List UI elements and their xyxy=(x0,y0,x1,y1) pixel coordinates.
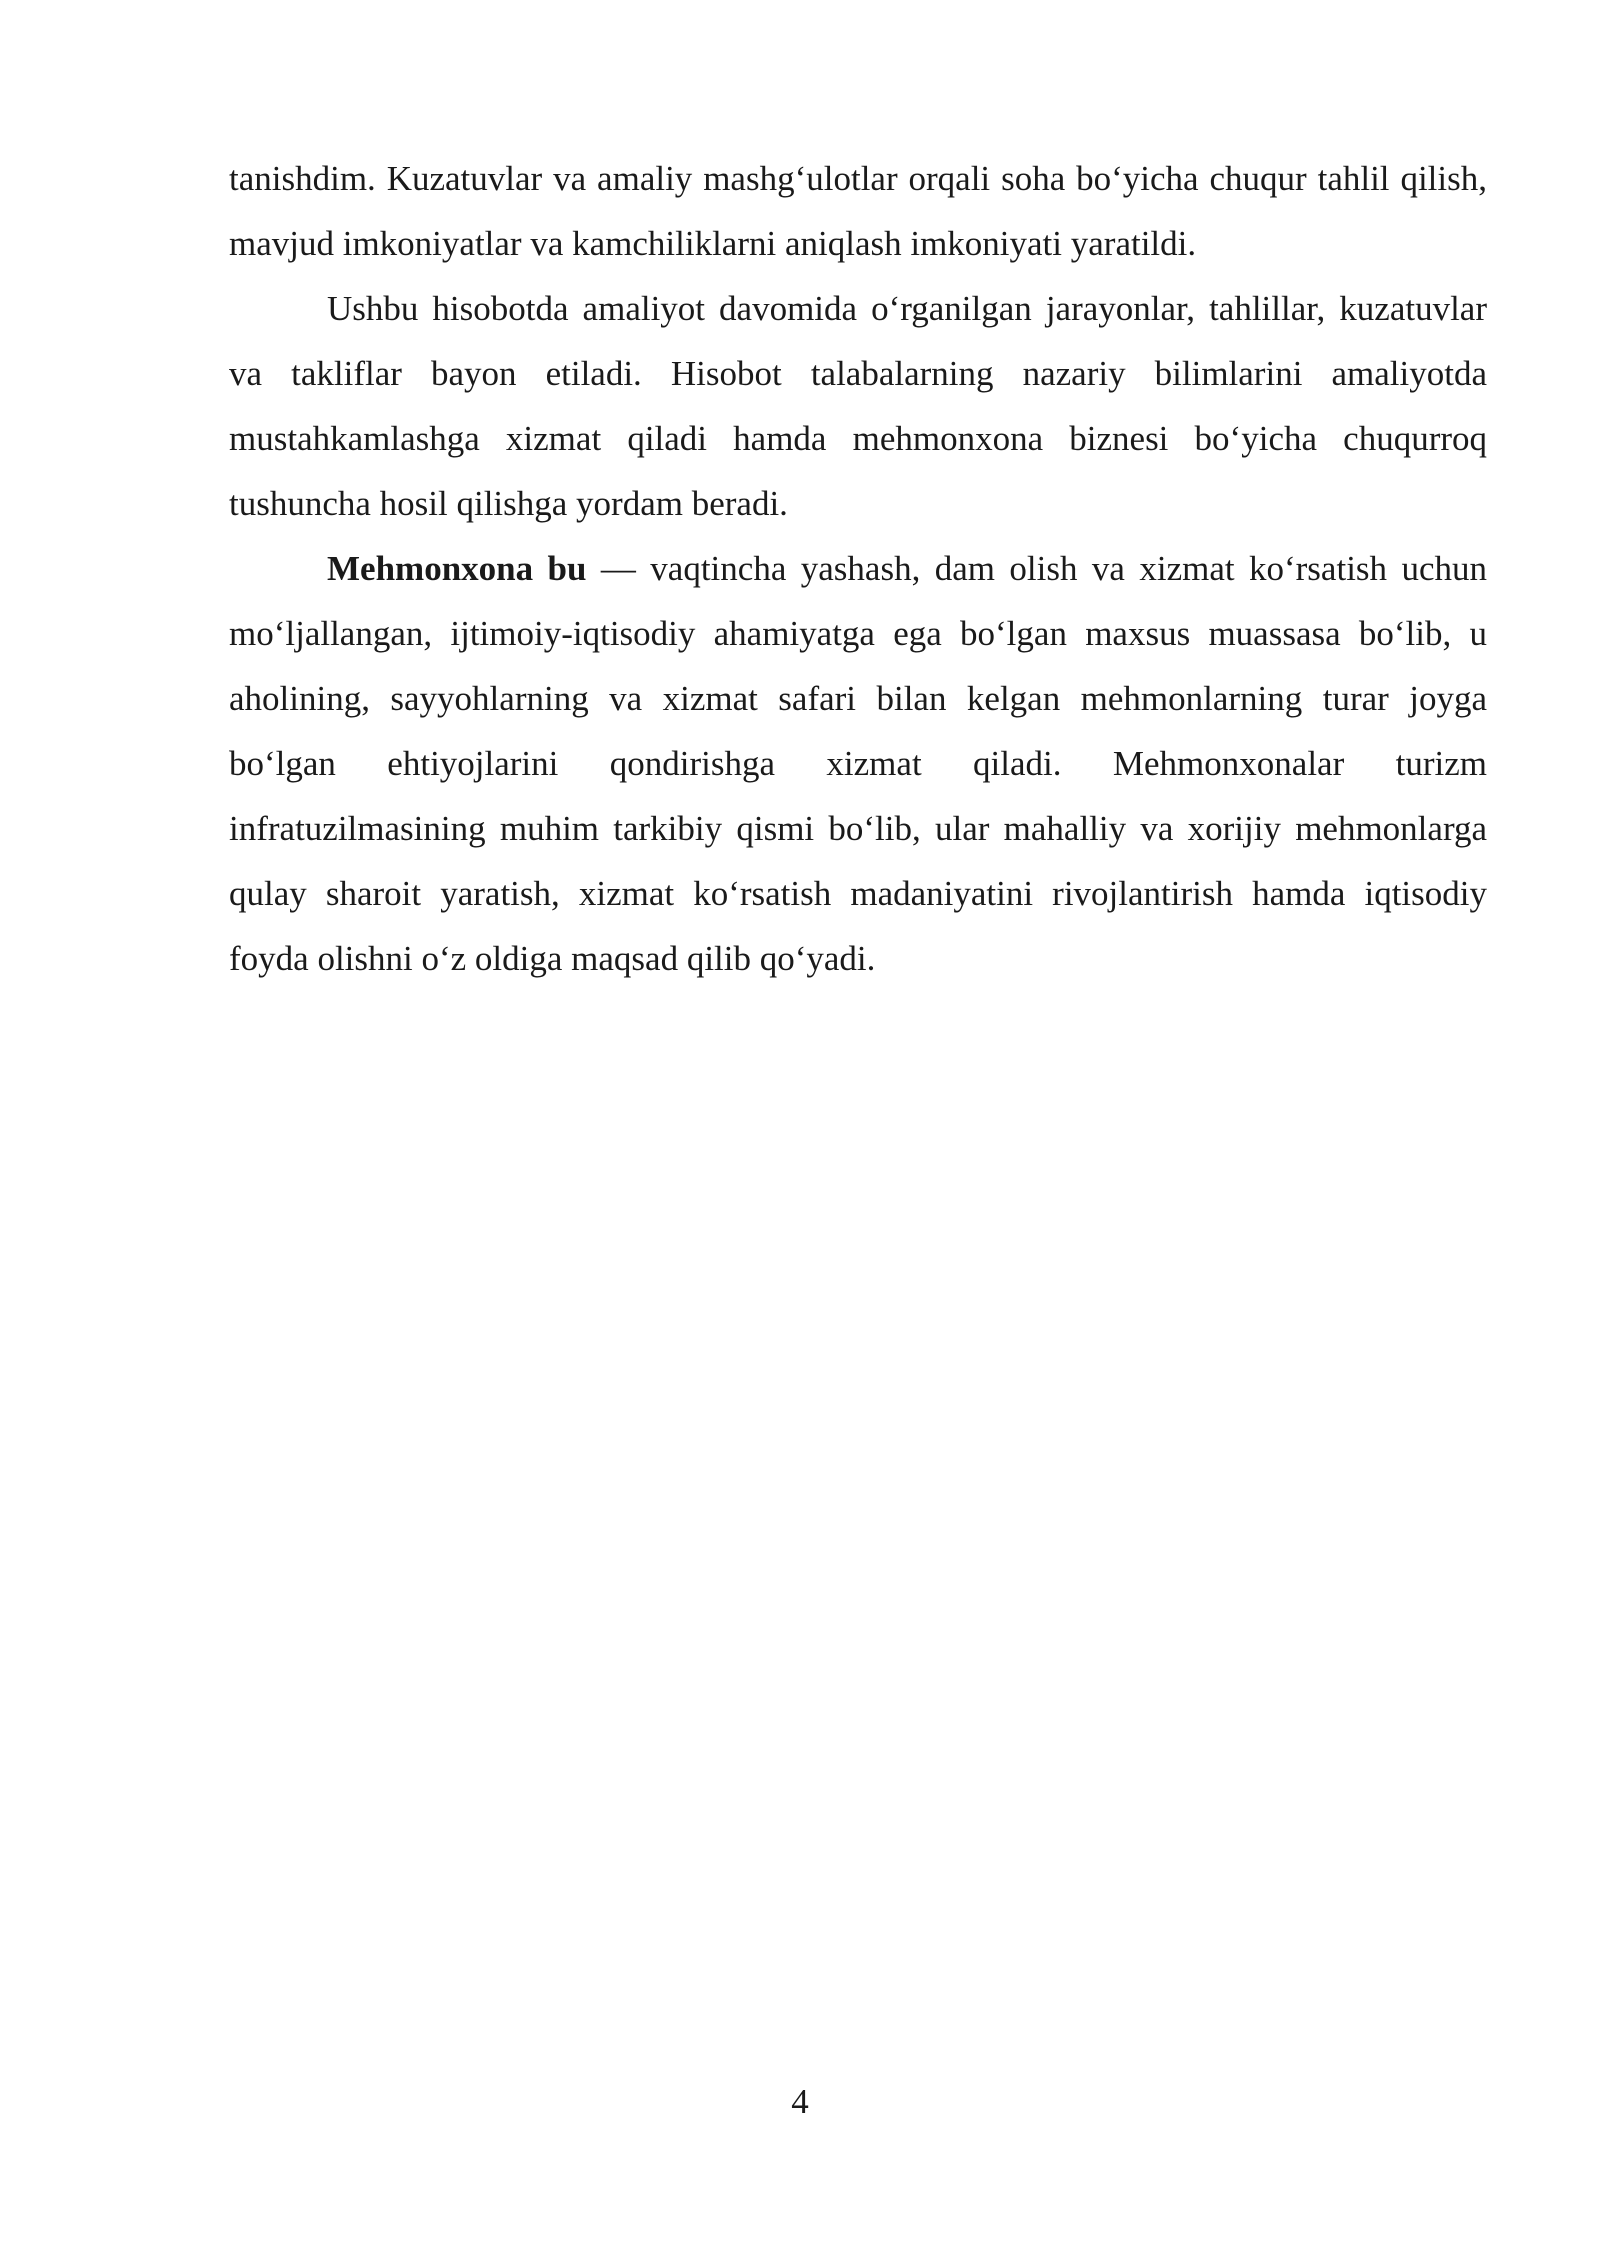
paragraph-report-intro: Ushbu hisobotda amaliyot davomida o‘rganilgan jarayonlar, tahlillar, kuzatuvlar va takliflar bayon etiladi. Hisobot talabalarning nazariy bilimlarini amaliyotda mustahkamlashga xizmat qiladi hamda mehmonxona biznesi bo‘yicha chuqurroq tushuncha hosil qilishga yordam beradi. xyxy=(229,289,1487,523)
definition-term: Mehmonxona bu xyxy=(327,549,587,588)
page-number: 4 xyxy=(791,2082,809,2121)
paragraph-continuation: tanishdim. Kuzatuvlar va amaliy mashg‘ulotlar orqali soha bo‘yicha chuqur tahlil qilish, mavjud imkoniyatlar va kamchiliklarni aniqlash imkoniyati yaratildi. xyxy=(229,159,1487,263)
body-text xyxy=(229,146,1487,991)
definition-text: — vaqtincha yashash, dam olish va xizmat ko‘rsatish uchun mo‘ljallangan, ijtimoiy-iqtisodiy ahamiyatga ega bo‘lgan maxsus muassasa bo‘lib, u aholining, sayyohlarning va xizmat safari bilan kelgan mehmonlarning turar joyga bo‘lgan ehtiyojlarini qondirishga xizmat qiladi. Mehmonxonalar turizm infratuzilmasining muhim tarkibiy qismi bo‘lib, ular mahalliy va xorijiy mehmonlarga qulay sharoit yaratish, xizmat ko‘rsatish madaniyatini rivojlantirish hamda iqtisodiy foyda olishni o‘z oldiga maqsad qilib qo‘yadi. xyxy=(229,549,1487,978)
paragraph-hotel-definition xyxy=(229,536,1487,991)
